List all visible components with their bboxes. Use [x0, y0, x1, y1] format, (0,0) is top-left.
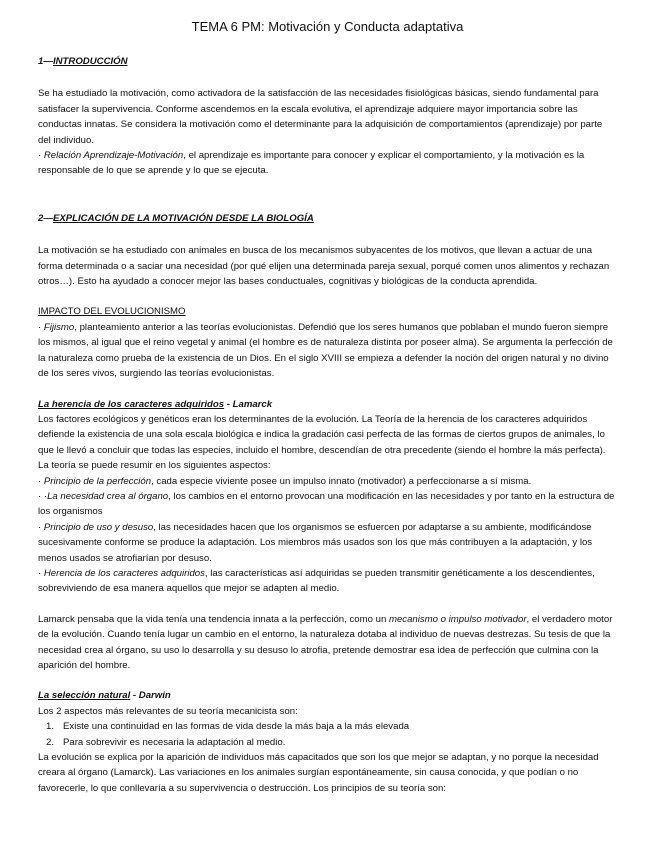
subheading-darwin: La selección natural - Darwin: [38, 690, 171, 702]
section-title: INTRODUCCIÓN: [52, 56, 128, 67]
section-title: EXPLICACIÓN DE LA MOTIVACIÓN DESDE LA BIOLOGÍA: [52, 212, 314, 224]
subheading-impacto-evolucionismo: IMPACTO DEL EVOLUCIONISMO: [38, 306, 186, 318]
subheading-lamarck: La herencia de los caracteres adquiridos - Lamarck: [38, 398, 273, 410]
lamarck-closing-paragraph: Lamarck pensaba que la vida tenía una tendencia innata a la perfección, como un mecanismo o impulso motivador, el verdadero motor de la evolución. Cuando tenía lugar un cambio en el entorno, la naturaleza dotaba al individuo de nuevas destrezas. Su tesis de que la necesidad crea al órgano, su uso lo desarrolla y su desuso lo atrofia, pretende demostrar esa idea de perfección que culmina con la aparición del hombre.: [38, 613, 613, 671]
document-title: TEMA 6 PM: Motivación y Conducta adaptativa: [191, 19, 464, 34]
section-heading-introduccion: [38, 54, 617, 69]
darwin-aspects-list: [38, 719, 617, 750]
darwin-intro: Los 2 aspectos más relevantes de su teoría mecanicista son:: [38, 705, 298, 717]
lamarck-point: · ·La necesidad crea al órgano, los cambios en el entorno provocan una modificación en las necesidades y por tanto en la estructura de los organismos: [38, 490, 615, 518]
section-number: 1—: [38, 56, 53, 67]
biology-paragraph: La motivación se ha estudiado con animales en busca de los mecanismos subyacentes de los motivos, que llevan a actuar de una forma determinada o a saciar una necesidad (por qué elijen una determinada pareja sexual, porqué comen unos alimentos y rechazan otros…). Esto ha ayudado a conocer mejor las bases conductuales, cognitivas y biológicas de la conducta aprendida.: [38, 245, 610, 288]
section-number: 2—: [38, 212, 53, 224]
intro-relation-paragraph: · Relación Aprendizaje-Motivación, el aprendizaje es importante para conocer y explicar el comportamiento, y la motivación es la responsable de lo que se aprende y lo que se ejecuta.: [38, 150, 585, 177]
term-mecanismo-impulso: mecanismo o impulso motivador: [388, 613, 527, 625]
term-relacion-aprendizaje-motivacion: Relación Aprendizaje-Motivación: [43, 150, 184, 162]
section-heading-biologia: [38, 211, 617, 226]
intro-paragraph: Se ha estudiado la motivación, como activadora de la satisfacción de las necesidades fisiológicas básicas, siendo fundamental para satisfacer la supervivencia. Conforme ascendemos en la escala evolutiva, el aprendizaje adquiere mayor importancia sobre las conductas innatas. Se considera la motivación como el determinante para la adquisición de comportamientos (aprendizaje) por parte del individuo.: [38, 88, 603, 146]
fijismo-paragraph: · Fijismo, planteamiento anterior a las teorías evolucionistas. Defendió que los seres humanos que poblaban el mundo fueron siempre los mismos, al igual que el reino vegetal y animal (el hombre es de naturaleza distinta por poseer alma). Se argumenta la perfección de la naturaleza como prueba de la existencia de un Dios. En el siglo XVIII se empieza a defender la noción del origen natural y no divino de los seres vivos, surgiendo las teorías evolucionistas.: [38, 321, 613, 380]
term-fijismo: Fijismo: [43, 321, 75, 333]
list-item: 2. Para sobrevivir es necesaria la adaptación al medio.: [46, 736, 286, 748]
lamarck-point: · Principio de la perfección, cada especie viviente posee un impulso innato (motivador) a perfeccionarse a sí misma.: [38, 475, 532, 487]
lamarck-point: · Herencia de los caracteres adquiridos, las características así adquiridas se pueden transmitir genéticamente a los descendientes, sobreviviendo de esa manera aquellos que mejor se adapten al medio.: [38, 567, 595, 595]
darwin-closing-paragraph: La evolución se explica por la aparición de individuos más capacitados que son los que mejor se adaptan, y no porque la necesidad creara al órgano (Lamarck). Las variaciones en los animales surgían espontáneamente, sin causa conocida, y que podían o no favorecerle, lo que conllevaría a su supervivencia o destrucción. Los principios de su teoría son:: [38, 752, 599, 794]
lamarck-intro: Los factores ecológicos y genéticos eran los determinantes de la evolución. La Teoría de la herencia de los caracteres adquiridos defiende la existencia de una sola escala biológica e indica la gradación casi perfecta de las formas de ciertos grupos de animales, lo que le llevó a concluir que todas las especies, incluido el hombre, descendían de otra precedente (siendo el hombre la más perfecta). La teoría se puede resumir en los siguientes aspectos:: [38, 413, 606, 472]
list-item: 1. Existe una continuidad en las formas de vida desde la más baja a la más elevada: [46, 721, 410, 733]
lamarck-point: · Principio de uso y desuso, las necesidades hacen que los organismos se esfuercen por adaptarse a su ambiente, modificándose sucesivamente conforme se produce la adaptación. Los miembros más usados son los que más contribuyen a la adaptación, y los menos usados se atrofiarían por desuso.: [38, 521, 593, 564]
